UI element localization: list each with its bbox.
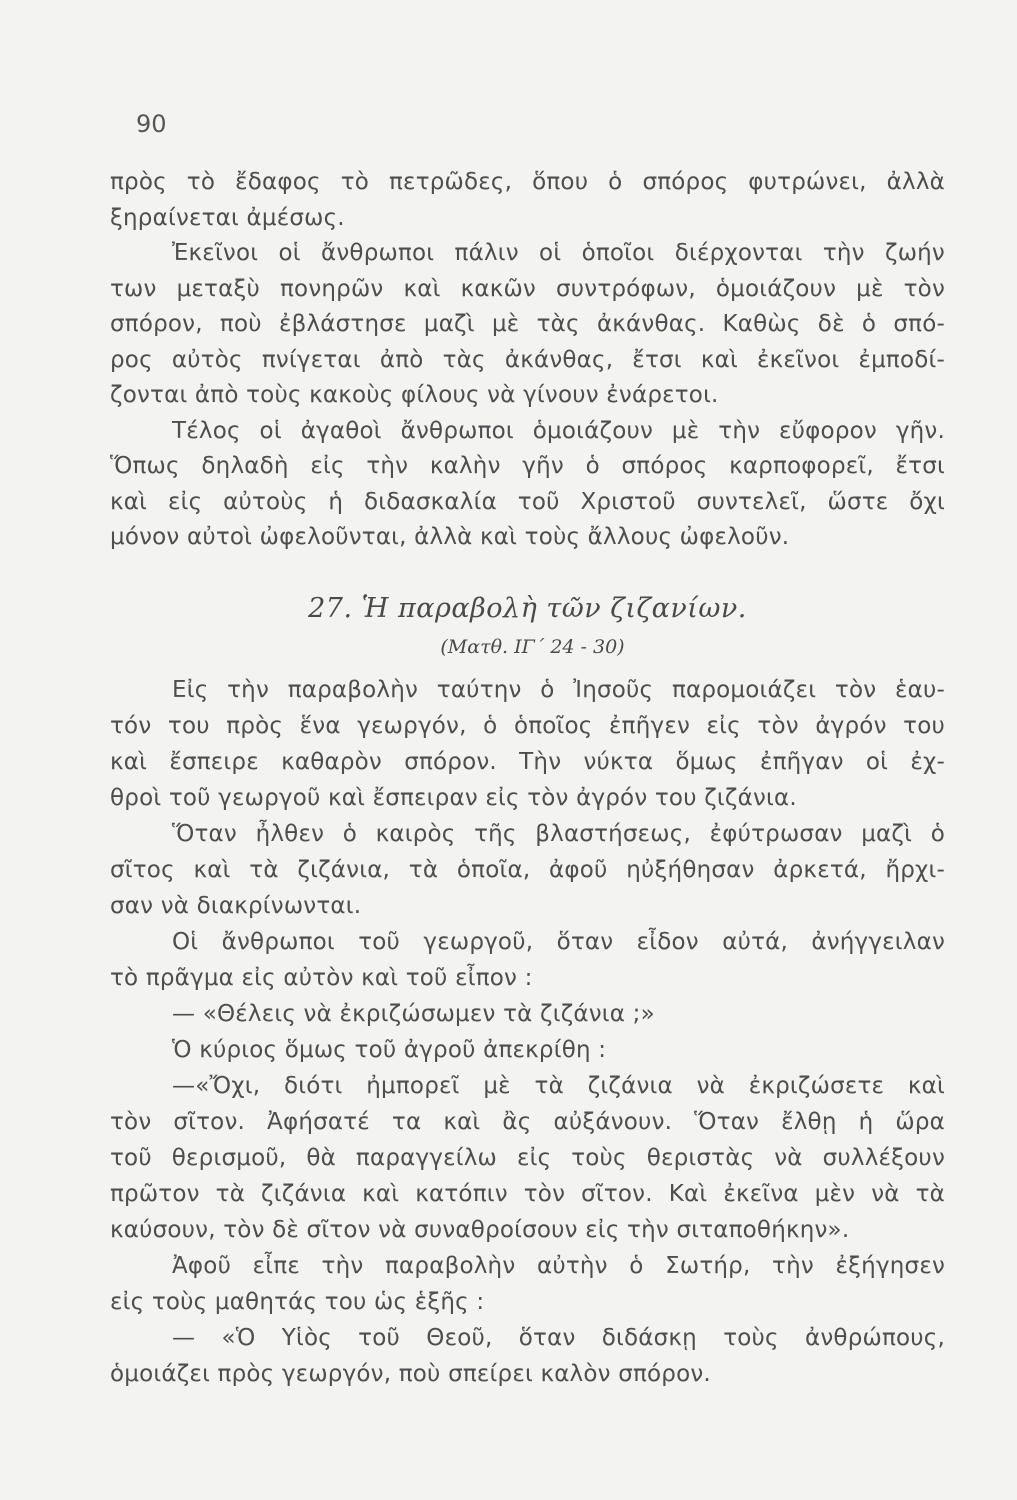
paragraph <box>110 236 945 414</box>
text-line: ρος αὐτὸς πνίγεται ἀπὸ τὰς ἀκάνθας, ἔτσι καὶ ἐκεῖνοι ἐμποδί- <box>110 346 945 373</box>
scripture-reference: (Ματθ. ΙΓ΄ 24 - 30) <box>440 636 625 658</box>
text-line: καὶ εἰς αὐτοὺς ἡ διδασκαλία τοῦ Χριστοῦ συντελεῖ, ὥστε ὄχι <box>110 488 945 515</box>
text-line: Ὅταν ἦλθεν ὁ καιρὸς τῆς βλαστήσεως, ἐφύτρωσαν μαζὶ ὁ <box>172 821 945 847</box>
text-line: σαν νὰ διακρίνωνται. <box>110 893 362 919</box>
text-line: Εἰς τὴν παραβολὴν ταύτην ὁ Ἰησοῦς παρομοιάζει τὸν ἑαυ- <box>172 677 945 703</box>
paragraph <box>110 1032 945 1068</box>
paragraph <box>110 1248 945 1320</box>
text-line: τοῦ θερισμοῦ, θὰ παραγγείλω εἰς τοὺς θεριστὰς νὰ συλλέξουν <box>110 1145 945 1171</box>
text-line: — «Ὁ Υἱὸς τοῦ Θεοῦ, ὅταν διδάσκῃ τοὺς ἀνθρώπους, <box>172 1325 945 1351</box>
section-title <box>110 590 945 628</box>
text-line: ξηραίνεται ἀμέσως. <box>110 204 345 231</box>
text-line: ὁμοιάζει πρὸς γεωργόν, ποὺ σπείρει καλὸν σπόρον. <box>110 1361 711 1387</box>
text-line: Ἀφοῦ εἶπε τὴν παραβολὴν αὐτὴν ὁ Σωτήρ, τὴν ἐξήγησεν <box>172 1253 945 1279</box>
section-heading <box>110 590 945 662</box>
section-number: 27. <box>308 593 353 624</box>
text-line: Οἱ ἄνθρωποι τοῦ γεωργοῦ, ὅταν εἶδον αὐτά, ἀνήγγειλαν <box>172 929 945 955</box>
text-line: θροὶ τοῦ γεωργοῦ καὶ ἔσπειραν εἰς τὸν ἀγρόν του ζιζάνια. <box>110 785 797 811</box>
text-line: σῖτος καὶ τὰ ζιζάνια, τὰ ὁποῖα, ἀφοῦ ηὐξήθησαν ἀρκετά, ἤρχι- <box>110 857 945 883</box>
paragraph <box>110 1320 945 1392</box>
text-line: σπόρον, ποὺ ἐβλάστησε μαζὶ μὲ τὰς ἀκάνθας. Καθὼς δὲ ὁ σπό- <box>110 311 945 337</box>
text-line: καύσουν, τὸν δὲ σῖτον νὰ συναθροίσουν εἰς τὴν σιταποθήκην». <box>110 1217 850 1243</box>
paragraph <box>110 816 945 924</box>
text-line: πρῶτον τὰ ζιζάνια καὶ κατόπιν τὸν σῖτον. Καὶ ἐκεῖνα μὲν νὰ τὰ <box>110 1181 945 1207</box>
text-line: Ὅπως δηλαδὴ εἰς τὴν καλὴν γῆν ὁ σπόρος καρποφορεῖ, ἔτσι <box>110 453 945 479</box>
page-number: 90 <box>136 110 167 138</box>
text-line: καὶ ἔσπειρε καθαρὸν σπόρον. Τὴν νύκτα ὅμως ἐπῆγαν οἱ ἐχ- <box>110 749 945 775</box>
paragraph <box>110 924 945 996</box>
text-line: —«Ὄχι, διότι ἠμπορεῖ μὲ τὰ ζιζάνια νὰ ἐκριζώσετε καὶ <box>172 1073 945 1099</box>
text-line: τόν του πρὸς ἕνα γεωργόν, ὁ ὁποῖος ἐπῆγεν εἰς τὸν ἀγρόν του <box>110 713 945 739</box>
text-line: τὸ πρᾶγμα εἰς αὐτὸν καὶ τοῦ εἶπον : <box>110 965 533 991</box>
text-line: Ἐκεῖνοι οἱ ἄνθρωποι πάλιν οἱ ὁποῖοι διέρχονται τὴν ζωήν <box>172 240 945 266</box>
text-line: Ὁ κύριος ὅμως τοῦ ἀγροῦ ἀπεκρίθη : <box>172 1037 607 1063</box>
text-line: ζονται ἀπὸ τοὺς κακοὺς φίλους νὰ γίνουν ἐνάρετοι. <box>110 382 719 408</box>
paragraph <box>110 996 945 1032</box>
text-line: εἰς τοὺς μαθητάς του ὡς ἑξῆς : <box>110 1289 485 1315</box>
paragraph <box>110 414 945 556</box>
body-text-bottom <box>110 672 945 1392</box>
paragraph <box>110 672 945 816</box>
text-line: πρὸς τὸ ἔδαφος τὸ πετρῶδες, ὅπου ὁ σπόρος φυτρώνει, ἀλλὰ <box>110 169 945 195</box>
section-title-text: Ἡ παραβολὴ τῶν ζιζανίων. <box>361 593 747 624</box>
text-line: Τέλος οἱ ἀγαθοὶ ἄνθρωποι ὁμοιάζουν μὲ τὴν εὔφορον γῆν. <box>172 417 945 444</box>
paragraph <box>110 165 945 236</box>
body-text-top <box>110 165 945 556</box>
text-line: — «Θέλεις νὰ ἐκριζώσωμεν τὰ ζιζάνια ;» <box>172 1001 655 1027</box>
text-line: τὸν σῖτον. Ἀφήσατέ τα καὶ ἂς αὐξάνουν. Ὅταν ἔλθῃ ἡ ὥρα <box>110 1109 945 1135</box>
text-line: μόνον αὐτοὶ ὠφελοῦνται, ἀλλὰ καὶ τοὺς ἄλλους ὠφελοῦν. <box>110 524 790 550</box>
text-line: των μεταξὺ πονηρῶν καὶ κακῶν συντρόφων, ὁμοιάζουν μὲ τὸν <box>110 275 945 302</box>
paragraph <box>110 1068 945 1248</box>
